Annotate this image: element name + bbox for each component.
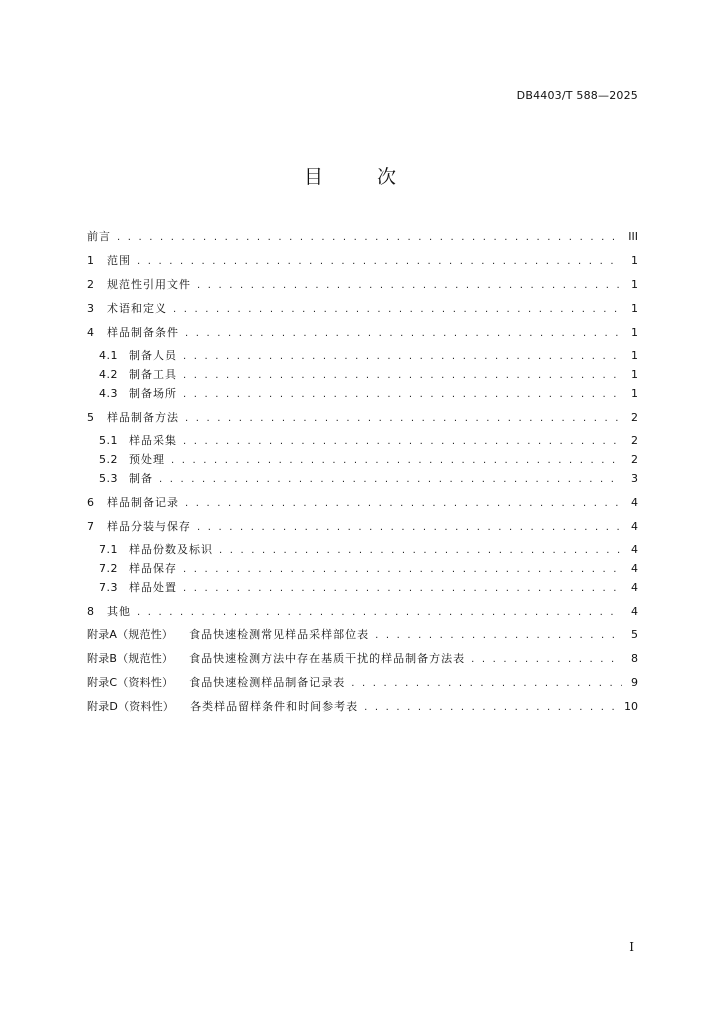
toc-entry-number: 7 [87, 520, 95, 533]
toc-entry-label: 制备 [129, 472, 153, 485]
toc-entry-label: 术语和定义 [107, 302, 167, 315]
toc-entry-number: 1 [87, 254, 95, 267]
toc-entry-page: 8 [631, 652, 638, 665]
toc-entry-page: 2 [631, 453, 638, 466]
toc-entry-label: 制备场所 [129, 387, 177, 400]
toc-appendix-entry[interactable] [87, 699, 638, 715]
page-title: 目 次 [303, 166, 421, 188]
toc-entry-label: 样品处置 [129, 581, 177, 594]
document-code: DB4403/T 588—2025 [516, 89, 638, 102]
toc-entry-page: 4 [631, 543, 638, 556]
toc-leader-dots [197, 278, 622, 294]
toc-subentry[interactable] [99, 386, 638, 402]
toc-entry[interactable] [87, 301, 638, 317]
toc-entry-label: 其他 [107, 605, 131, 618]
toc-entry-label: 食品快速检测常见样品采样部位表 [189, 628, 370, 641]
toc-entry-label: 食品快速检测样品制备记录表 [189, 676, 346, 689]
toc-entry[interactable] [87, 410, 638, 426]
toc-entry-page: 4 [631, 520, 638, 533]
toc-entry-page: 4 [631, 562, 638, 575]
toc-entry-label: 制备人员 [129, 349, 177, 362]
toc-leader-dots [471, 652, 622, 668]
toc-entry-number: 7.2 [99, 562, 118, 575]
toc-entry-number: 4 [87, 326, 95, 339]
toc-entry-label: 食品快速检测方法中存在基质干扰的样品制备方法表 [189, 652, 466, 665]
toc-entry-page: 2 [631, 411, 638, 424]
toc-entry-number: 5.3 [99, 472, 118, 485]
toc-entry-label: 前言 [87, 230, 111, 243]
toc-leader-dots [185, 326, 622, 342]
toc-entry-foreword[interactable] [87, 229, 638, 245]
toc-entry-number: 5 [87, 411, 95, 424]
toc-appendix-prefix: 附录B（规范性） [87, 652, 174, 665]
toc-appendix-prefix: 附录D（资料性） [87, 700, 175, 713]
toc-entry-label: 样品保存 [129, 562, 177, 575]
toc-entry-number: 5.2 [99, 453, 118, 466]
toc-entry-label: 样品分装与保存 [107, 520, 191, 533]
toc-entry-number: 8 [87, 605, 95, 618]
toc-entry-label: 各类样品留样条件和时间参考表 [190, 700, 359, 713]
toc-leader-dots [183, 387, 622, 403]
toc-leader-dots [183, 581, 622, 597]
toc-subentry[interactable] [99, 433, 638, 449]
toc-leader-dots [137, 254, 622, 270]
toc-entry-page: 4 [631, 496, 638, 509]
toc-entry-page: III [628, 230, 638, 243]
toc-leader-dots [159, 472, 622, 488]
toc-entry-page: 1 [631, 387, 638, 400]
toc-entry-number: 7.3 [99, 581, 118, 594]
toc-entry-page: 1 [631, 368, 638, 381]
toc-entry-page: 2 [631, 434, 638, 447]
toc-appendix-prefix: 附录A（规范性） [87, 628, 174, 641]
toc-appendix-entry[interactable] [87, 627, 638, 643]
toc-entry-page: 1 [631, 254, 638, 267]
toc-appendix-prefix: 附录C（资料性） [87, 676, 174, 689]
toc-leader-dots [351, 676, 622, 692]
toc-entry-page: 1 [631, 326, 638, 339]
toc-leader-dots [183, 562, 622, 578]
toc-leader-dots [375, 628, 622, 644]
toc-entry-page: 1 [631, 278, 638, 291]
toc-leader-dots [185, 411, 622, 427]
toc-entry-page: 3 [631, 472, 638, 485]
toc-entry[interactable] [87, 519, 638, 535]
toc-subentry[interactable] [99, 542, 638, 558]
toc-leader-dots [185, 496, 622, 512]
toc-subentry[interactable] [99, 367, 638, 383]
toc-entry-label: 样品制备方法 [107, 411, 179, 424]
toc-entry-label: 样品采集 [129, 434, 177, 447]
toc-entry-label: 范围 [107, 254, 131, 267]
toc-entry[interactable] [87, 277, 638, 293]
toc-entry-page: 4 [631, 581, 638, 594]
toc-leader-dots [171, 453, 622, 469]
toc-entry-number: 3 [87, 302, 95, 315]
toc-entry-number: 5.1 [99, 434, 118, 447]
toc-subentry[interactable] [99, 471, 638, 487]
toc-entry-label: 样品份数及标识 [129, 543, 213, 556]
toc-leader-dots [137, 605, 622, 621]
toc-leader-dots [183, 368, 622, 384]
toc-entry-page: 5 [631, 628, 638, 641]
toc-entry-number: 6 [87, 496, 95, 509]
toc-entry-label: 制备工具 [129, 368, 177, 381]
toc-leader-dots [183, 349, 622, 365]
toc-entry-label: 预处理 [129, 453, 165, 466]
toc-entry[interactable] [87, 495, 638, 511]
toc-entry-page: 1 [631, 349, 638, 362]
toc-entry-label: 样品制备记录 [107, 496, 179, 509]
toc-leader-dots [173, 302, 622, 318]
toc-entry-number: 2 [87, 278, 95, 291]
toc-entry-page: 1 [631, 302, 638, 315]
toc-entry-page: 10 [624, 700, 638, 713]
toc-leader-dots [183, 434, 622, 450]
toc-entry-label: 样品制备条件 [107, 326, 179, 339]
toc-entry-label: 规范性引用文件 [107, 278, 191, 291]
toc-entry-page: 9 [631, 676, 638, 689]
toc-entry[interactable] [87, 604, 638, 620]
toc-appendix-entry[interactable] [87, 675, 638, 691]
toc-entry[interactable] [87, 325, 638, 341]
toc-leader-dots [197, 520, 622, 536]
toc-appendix-entry[interactable] [87, 651, 638, 667]
toc-entry[interactable] [87, 253, 638, 269]
toc-leader-dots [364, 700, 618, 716]
toc-subentry[interactable] [99, 580, 638, 596]
toc-entry-number: 4.2 [99, 368, 118, 381]
toc-leader-dots [219, 543, 622, 559]
toc-entry-page: 4 [631, 605, 638, 618]
toc-subentry[interactable] [99, 348, 638, 364]
toc-subentry[interactable] [99, 561, 638, 577]
toc-leader-dots [117, 230, 622, 246]
toc-entry-number: 4.3 [99, 387, 118, 400]
toc-entry-number: 4.1 [99, 349, 118, 362]
toc-subentry[interactable] [99, 452, 638, 468]
toc-entry-number: 7.1 [99, 543, 118, 556]
page-number: I [629, 940, 634, 954]
